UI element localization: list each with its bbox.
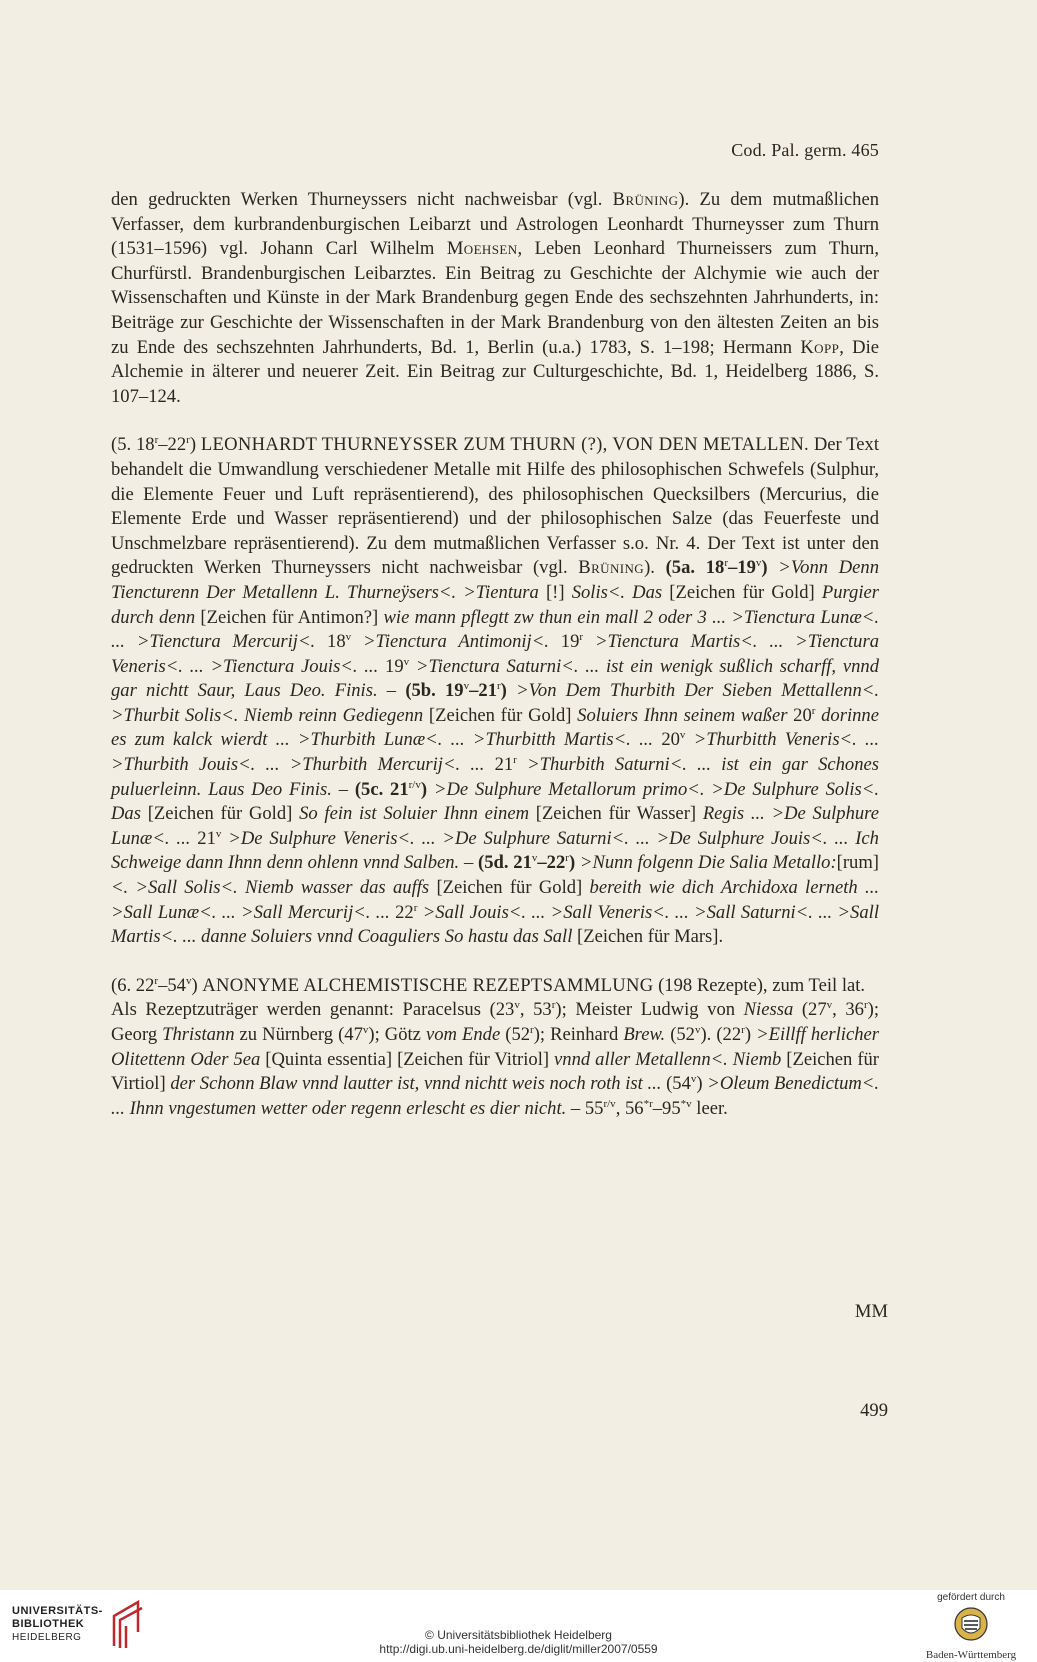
section-label: ) (420, 778, 428, 800)
quote: Regis ... >De Sulphure Lunæ<. ... (111, 803, 879, 849)
section-label: (5c. 21 (354, 778, 409, 800)
sup: r (741, 1023, 745, 1036)
quote: <. >Sall Solis<. Niemb wasser das auffs (111, 877, 430, 899)
quote: >Vonn Denn Tiencturenn Der Metallenn L. Thurneÿsers<. >Tientura (111, 557, 880, 603)
quote: Solis<. Das (571, 581, 663, 603)
sup: r (530, 1023, 534, 1036)
text: ); Reinhard (533, 1024, 624, 1045)
quote: >Thurbitth Veneris<. ... >Thurbith Jouis<. ... >Thurbith Mercurij<. ... (111, 729, 879, 776)
text: –95 (652, 1097, 681, 1119)
folio: ) (189, 434, 201, 456)
text: (52 (665, 1024, 695, 1045)
sup: r (154, 434, 159, 447)
sup: r (565, 852, 569, 865)
section-label: –19 (728, 557, 756, 579)
quote: Brew. (623, 1024, 666, 1045)
text: 20 (653, 729, 680, 751)
logo-line: HEIDELBERG (12, 1632, 82, 1643)
section-label: ) (568, 852, 576, 874)
sup: v (531, 852, 538, 865)
sup: v (690, 1073, 697, 1085)
entry-6-contributors (111, 998, 879, 1121)
quote: >Von Dem Thurbith Der Sieben Mettallenn<. >Thurbit Solis<. Niemb reinn Gediegenn (111, 680, 879, 726)
text: (54 (661, 1073, 691, 1095)
text: ) (696, 1073, 708, 1095)
text: ). (644, 557, 666, 579)
logo-line: UNIVERSITÄTS- (12, 1605, 103, 1617)
author-name: Brüning (578, 557, 645, 579)
author-name: Kopp (800, 336, 840, 358)
entry-title: ANONYME ALCHEMISTISCHE REZEPTSAMMLUNG (202, 974, 654, 996)
sup: v (362, 1023, 369, 1036)
text: ). (22 (700, 1024, 742, 1045)
sup: r (413, 901, 418, 914)
entry-title: LEONHARDT THURNEYSSER ZUM THURN (?), VON DEN METALLEN. (200, 434, 809, 456)
quote: >Tienctura Martis<. ... >Tienctura Veneris<. ... >Tienctura Jouis<. ... (111, 631, 879, 677)
sup: v (755, 557, 762, 570)
text: [Zeichen für Wasser] (529, 803, 703, 825)
folio: –22 (158, 434, 187, 456)
text: (52 (500, 1024, 531, 1045)
quote: Thristann (162, 1024, 235, 1045)
body-text (111, 188, 879, 1121)
text: [Zeichen für Gold] (429, 877, 590, 899)
sup: r (496, 680, 501, 693)
text: , 53 (519, 999, 552, 1021)
entry-5 (111, 433, 879, 949)
sup: r (579, 630, 584, 643)
sup: v (826, 999, 833, 1012)
folio: (6. 22 (111, 974, 155, 996)
text: , 36 (832, 999, 864, 1021)
quote: >Thurbith Saturni<. ... ist ein gar Schones puluerleinn. Laus Deo Finis. – (111, 754, 879, 800)
text: zu Nürnberg (47 (234, 1024, 363, 1045)
sponsor-name: Baden-Württemberg (925, 1649, 1017, 1661)
sup: r (811, 704, 816, 717)
quote: >Tienctura Antimonij<. (351, 631, 549, 653)
quote: >De Sulphure Metallorum primo<. >De Sulphure Solis<. Das (111, 778, 879, 825)
text: , Die Alchemie in älterer und neuerer Zeit. Ein Beitrag zur Culturgeschichte, Bd. 1, Heidelberg 1886, S. 107–124. (111, 336, 879, 407)
quote: bereith wie dich Archidoxa lerneth ... >Sall Lunæ<. ... >Sall Mercurij<. ... (111, 877, 879, 923)
text: 21 (484, 754, 514, 776)
folio: ) (191, 974, 203, 996)
section-label: –21 (469, 680, 497, 702)
sup: v (679, 729, 686, 742)
entry-6 (111, 974, 879, 999)
text: ). Zu dem mutmaßlichen Verfasser, dem kurbrandenburgischen Leibarzt und Astrologen Leonhardt Thurneysser zum Thurn (1531–1596) vgl. Johann Carl Wilhelm (111, 189, 879, 260)
text: [rum] (836, 852, 879, 874)
signature: MM (854, 1301, 888, 1322)
text: 19 (548, 631, 580, 653)
text: [!] (538, 581, 572, 603)
quote: vnnd aller Metallenn<. Niemb (554, 1048, 782, 1070)
sup: v (694, 1023, 701, 1036)
sup: v (185, 974, 192, 987)
section-label: ) (761, 557, 768, 579)
sup: r (551, 999, 556, 1012)
text: [Zeichen für Gold] (140, 803, 300, 825)
text: [Zeichen für Antimon?] (195, 606, 384, 628)
sup: r (186, 434, 190, 447)
copyright-text: © Universitätsbibliothek Heidelberg (425, 1628, 612, 1642)
text: [Zeichen für Gold] (423, 704, 578, 726)
text: Der Text behandelt die Umwandlung verschiedener Metalle mit Hilfe des philosophischen Schwefels (Sulphur, die Elemente Feuer und Luft repräsentierend), des philosophischen Quecksilbers (Mercurius, die Elemente Erde und Wasser repräsentierend) und der philosophischen Salze (das Feuerfeste und Unschmelzbare repräsentierend). Zu dem mutmaßlichen Verfasser s.o. Nr. 4. Der Text ist unter den gedruckten Werken Thurneyssers nicht nachweisbar (vgl. (111, 434, 880, 579)
section-label: (5d. 21 (478, 852, 532, 874)
quote: wie mann pflegtt zw thun ein mall 2 oder 3 ... >Tienctura Lunæ<. ... >Tienctura Mercurij<. (111, 606, 879, 653)
quote: der Schonn Blaw vnnd lautter ist, vnnd nichtt weis noch roth ist ... (170, 1073, 662, 1095)
text: [Zeichen für Gold] (662, 581, 822, 603)
text: 21 (190, 827, 216, 849)
sup: v (403, 655, 410, 668)
quote: >De Sulphure Veneris<. ... >De Sulphure Saturni<. ... >De Sulphure Jouis<. ... Ich Schweige dann Ihnn denn ohlenn vnnd Salben. – (111, 827, 879, 874)
folio: (5. 18 (111, 434, 155, 456)
quote: dorinne es zum kalck wierdt ... >Thurbith Lunæ<. ... >Thurbitth Martis<. ... (111, 704, 879, 751)
text: , Leben Leonhard Thurneissers zum Thurn, Churfürstl. Brandenburgischen Leibarztes. Ein Beitrag zu Geschichte der Alchymie wie auch der Wissenschaften und Künste in der Mark Brandenburg gegen Ende des sechszehnten Jahrhunderts, in: Beiträge zur Geschichte der Wissenschaften in der Mark Brandenburg von den ältesten Zeiten an bis zu Ende des sechszehnten Jahrhunderts, Bd. 1, Berlin (u.a.) 1783, S. 1–198; Hermann (111, 238, 880, 358)
author-name: Moehsen (446, 238, 518, 260)
text: (27 (793, 999, 827, 1021)
quote: So fein ist Soluier Ihnn einem (299, 803, 530, 825)
text: Als Rezeptzuträger werden genannt: Paracelsus (23 (111, 999, 515, 1021)
author-name: Brüning (612, 189, 679, 210)
quote: >Nunn folgenn Die Salia Metallo: (575, 852, 837, 874)
logo-line: BIBLIOTHEK (12, 1618, 85, 1630)
quote: >Tienctura Saturni<. ... ist ein wenigk sußlich scharff, vnnd gar nichtt Saur, Laus Deo. Finis. – (111, 655, 880, 702)
sup: *r (643, 1097, 653, 1110)
sponsor (919, 1592, 1023, 1661)
sponsor-label: gefördert durch (937, 1592, 1005, 1603)
text: 18 (315, 631, 346, 653)
footer-copyright (0, 1628, 1037, 1656)
folio: –54 (158, 974, 186, 996)
text: 20 (787, 704, 812, 726)
quote: vom Ende (425, 1024, 501, 1045)
running-head: Cod. Pal. germ. 465 (731, 140, 879, 160)
intro-paragraph (111, 188, 879, 409)
text: ) (744, 1024, 757, 1045)
section-label: (5a. 18 (665, 557, 725, 579)
quote: >Sall Jouis<. ... >Sall Veneris<. ... >Sall Saturni<. ... >Sall Martis<. ... danne Soluiers vnnd Coaguliers So hastu das Sall (111, 901, 879, 948)
text: ); Georg (111, 999, 880, 1045)
sup: *v (680, 1097, 692, 1110)
sup: v (463, 680, 470, 693)
state-coat-of-arms-icon (953, 1606, 989, 1642)
text: – 55 (566, 1097, 604, 1119)
sup: r/v (408, 778, 421, 791)
text: den gedruckten Werken Thurneyssers nicht nachweisbar (vgl. (111, 189, 613, 210)
sup: r (863, 999, 868, 1012)
section-label: ) (500, 680, 507, 702)
sup: r (513, 753, 517, 766)
sup: v (215, 827, 222, 840)
text: 22 (389, 901, 414, 923)
quote: >Oleum Benedictum<. ... Ihnn vngestumen wetter oder regenn erlescht es dier nicht. (111, 1073, 880, 1119)
text: 19 (378, 655, 404, 677)
text: [Zeichen für Virtiol] (111, 1048, 880, 1095)
quote: Niessa (743, 999, 794, 1021)
sup: r (724, 557, 729, 570)
permalink[interactable]: http://digi.ub.uni-heidelberg.de/diglit/miller2007/0559 (379, 1642, 658, 1656)
quote: Soluiers Ihnn seinem waßer (577, 704, 788, 726)
sup: r/v (603, 1097, 616, 1110)
text: (198 Rezepte), zum Teil lat. (653, 974, 866, 996)
text: [Zeichen für Mars]. (572, 926, 724, 948)
text: ); Götz (368, 1024, 426, 1045)
sup: v (514, 999, 520, 1012)
page-number: 499 (860, 1400, 888, 1421)
text: [Quinta essentia] [Zeichen für Vitriol] (260, 1048, 555, 1070)
quote: >Eillff herlicher Olitettenn Oder 5ea (111, 1024, 879, 1070)
sup: r (154, 974, 159, 987)
quote: Purgier durch denn (111, 581, 879, 628)
sup: v (345, 630, 352, 643)
text: ); Meister Ludwig von (555, 999, 744, 1021)
section-label: (5b. 19 (405, 680, 464, 702)
text: leer. (691, 1097, 728, 1119)
text: , 56 (615, 1097, 644, 1119)
section-label: –22 (537, 852, 566, 874)
